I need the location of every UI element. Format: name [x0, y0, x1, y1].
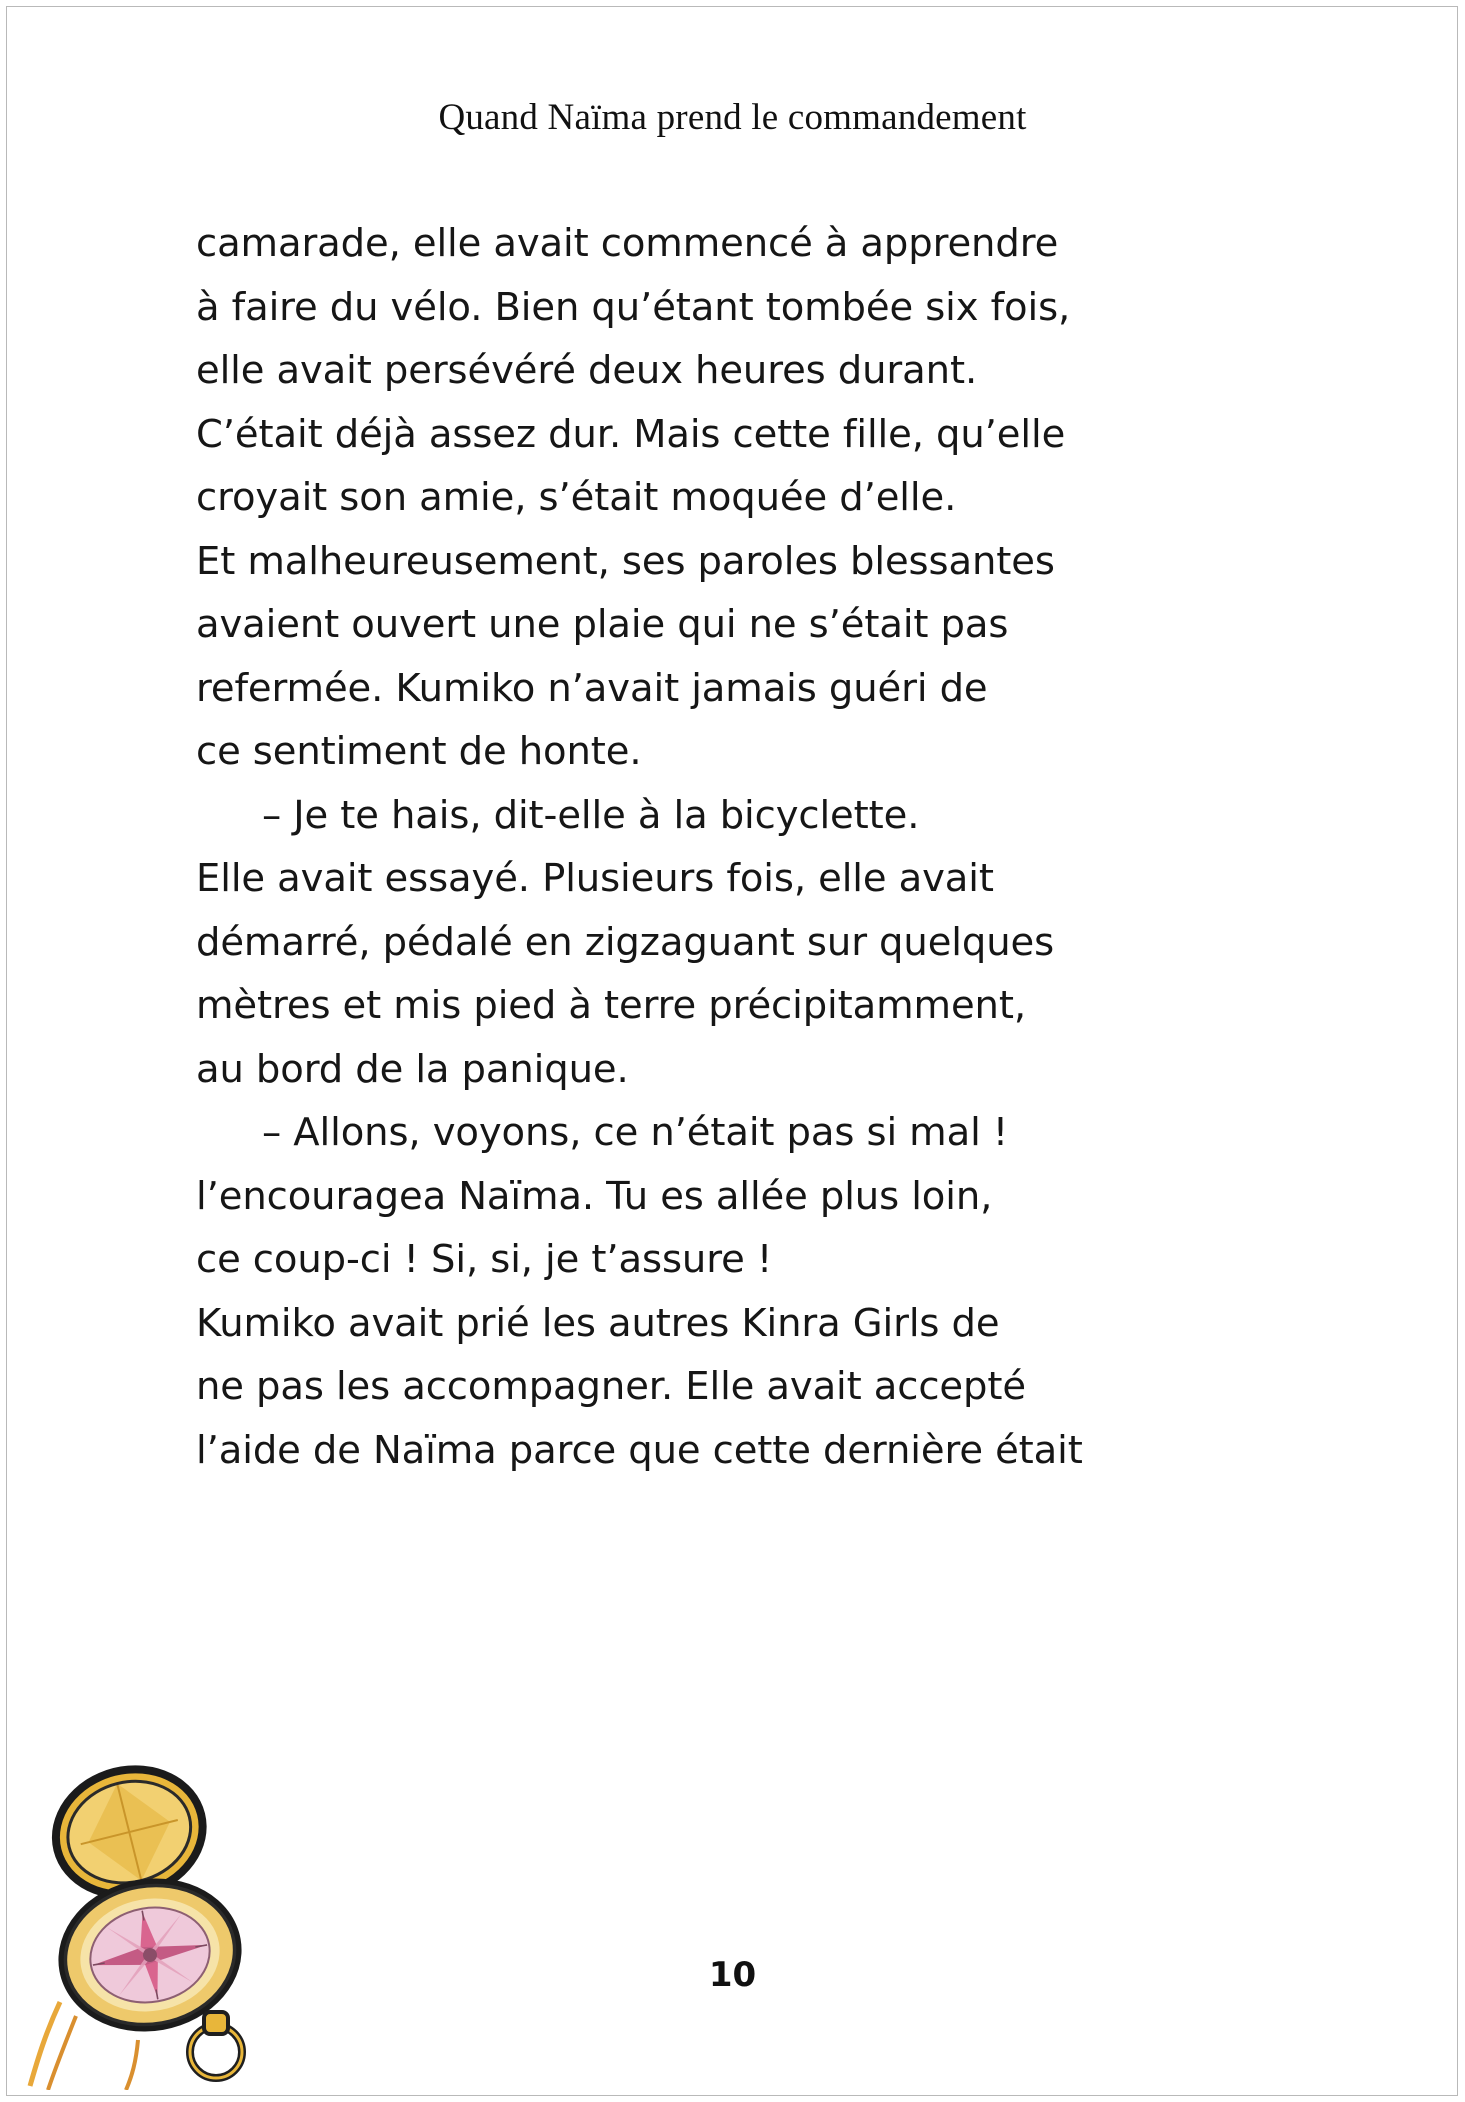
- page-number: 10: [708, 1955, 757, 1995]
- text-line: à faire du vélo. Bien qu’étant tombée six fois,: [196, 284, 1071, 330]
- text-line: Kumiko avait prié les autres Kinra Girls de: [196, 1300, 1000, 1346]
- text-line: Et malheureusement, ses paroles blessantes: [196, 538, 1055, 584]
- text-line: camarade, elle avait commencé à apprendre: [196, 221, 1059, 266]
- text-line: – Je te hais, dit-elle à la bicyclette.: [262, 792, 920, 838]
- text-line: l’aide de Naïma parce que cette dernière était: [196, 1427, 1083, 1473]
- text-line: ce coup-ci ! Si, si, je t’assure !: [196, 1237, 773, 1282]
- compass-icon: [20, 1740, 310, 2090]
- paragraph: [196, 1101, 1296, 1482]
- text-line: ce sentiment de honte.: [196, 729, 642, 774]
- paragraph: [196, 784, 1296, 1102]
- text-line: ne pas les accompagner. Elle avait accepté: [196, 1364, 1026, 1409]
- text-line: avaient ouvert une plaie qui ne s’était pas: [196, 602, 1009, 647]
- text-line: croyait son amie, s’était moquée d’elle.: [196, 475, 957, 520]
- text-line: démarré, pédalé en zigzaguant sur quelques: [196, 919, 1055, 965]
- page-body: [196, 212, 1296, 1482]
- paragraph: [196, 212, 1296, 784]
- text-line: refermée. Kumiko n’avait jamais guéri de: [196, 665, 988, 711]
- running-head: Quand Naïma prend le commandement: [438, 97, 1027, 138]
- text-line: elle avait persévéré deux heures durant.: [196, 348, 978, 393]
- text-line: l’encouragea Naïma. Tu es allée plus loin,: [196, 1173, 993, 1219]
- text-line: Elle avait essayé. Plusieurs fois, elle avait: [196, 856, 994, 901]
- text-line: au bord de la panique.: [196, 1046, 629, 1092]
- text-line: C’était déjà assez dur. Mais cette fille, qu’elle: [196, 411, 1066, 457]
- text-line: – Allons, voyons, ce n’était pas si mal !: [262, 1110, 1009, 1155]
- text-line: mètres et mis pied à terre précipitamment,: [196, 983, 1026, 1028]
